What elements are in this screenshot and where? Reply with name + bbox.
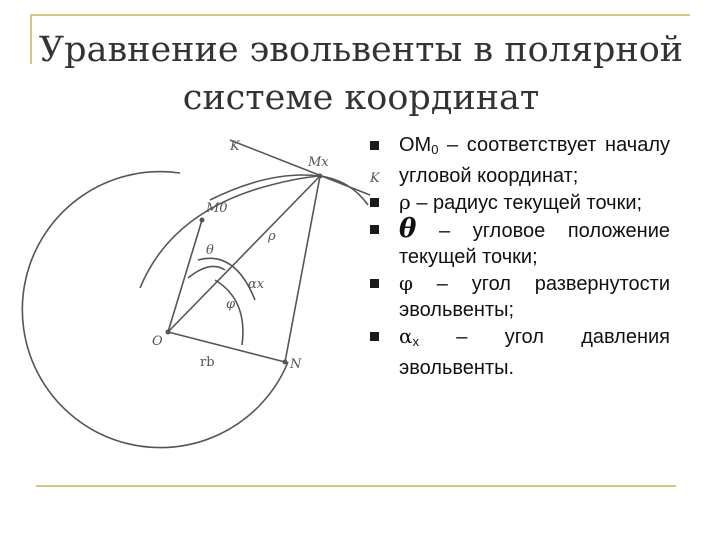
title-line-2: системе координат — [182, 78, 540, 118]
title-line-1: Уравнение эвольвенты в полярной — [38, 30, 684, 70]
label-theta: θ — [206, 243, 214, 258]
definition-text: – угловое положение текущей точки; — [399, 220, 670, 268]
symbol-theta: θ — [399, 214, 417, 244]
alpha-arc — [198, 258, 255, 300]
square-bullet-icon — [370, 141, 379, 150]
label-n: N — [290, 357, 302, 372]
frame-bottom-rule — [36, 485, 676, 487]
definition-text: – соответствует началу угловой координат; — [399, 134, 670, 187]
square-bullet-icon — [370, 279, 379, 288]
frame-left-rule — [30, 14, 32, 64]
label-phi: φ — [226, 297, 236, 312]
square-bullet-icon — [370, 332, 379, 341]
symbol-phi: φ — [399, 271, 414, 295]
label-mx: Mx — [308, 155, 329, 170]
point-n — [283, 360, 288, 365]
phi-arc — [215, 280, 243, 345]
label-rb: rb — [200, 355, 215, 370]
normal-line — [285, 176, 320, 362]
label-k-top: K — [230, 139, 240, 154]
definition-item — [368, 189, 670, 216]
symbol-subscript: x — [412, 334, 420, 349]
rb-line — [168, 332, 285, 362]
symbol-subscript: 0 — [431, 142, 439, 157]
definition-item — [368, 216, 670, 270]
symbol-alpha: α — [399, 324, 413, 348]
label-rho: ρ — [268, 229, 276, 244]
point-mx — [318, 174, 323, 179]
label-m0: M0 — [206, 201, 228, 216]
tangent-line — [230, 140, 370, 195]
definition-item — [368, 270, 670, 323]
symbol-rho: ρ — [399, 190, 411, 214]
square-bullet-icon — [370, 198, 379, 207]
label-o: O — [152, 334, 163, 349]
outer-arc — [210, 175, 368, 205]
point-o — [166, 330, 171, 335]
label-k-right: K — [370, 171, 380, 186]
symbol-om: OM — [399, 134, 432, 156]
square-bullet-icon — [370, 225, 379, 234]
label-alpha: αx — [248, 277, 265, 292]
definition-item — [368, 132, 670, 189]
rho-line — [168, 176, 320, 332]
definition-text: – радиус текущей точки; — [410, 192, 643, 214]
point-m0 — [200, 218, 205, 223]
definition-list — [368, 132, 670, 381]
slide-title — [36, 26, 686, 122]
involute-diagram — [20, 130, 380, 480]
frame-top-rule — [30, 14, 690, 16]
definition-text: – угол развернутости эвольвенты; — [399, 273, 670, 321]
definition-item — [368, 323, 670, 381]
involute-curve — [140, 176, 320, 288]
theta-arc — [188, 266, 225, 278]
definition-text: – угол давления эвольвенты. — [399, 326, 670, 379]
base-circle — [22, 172, 288, 448]
